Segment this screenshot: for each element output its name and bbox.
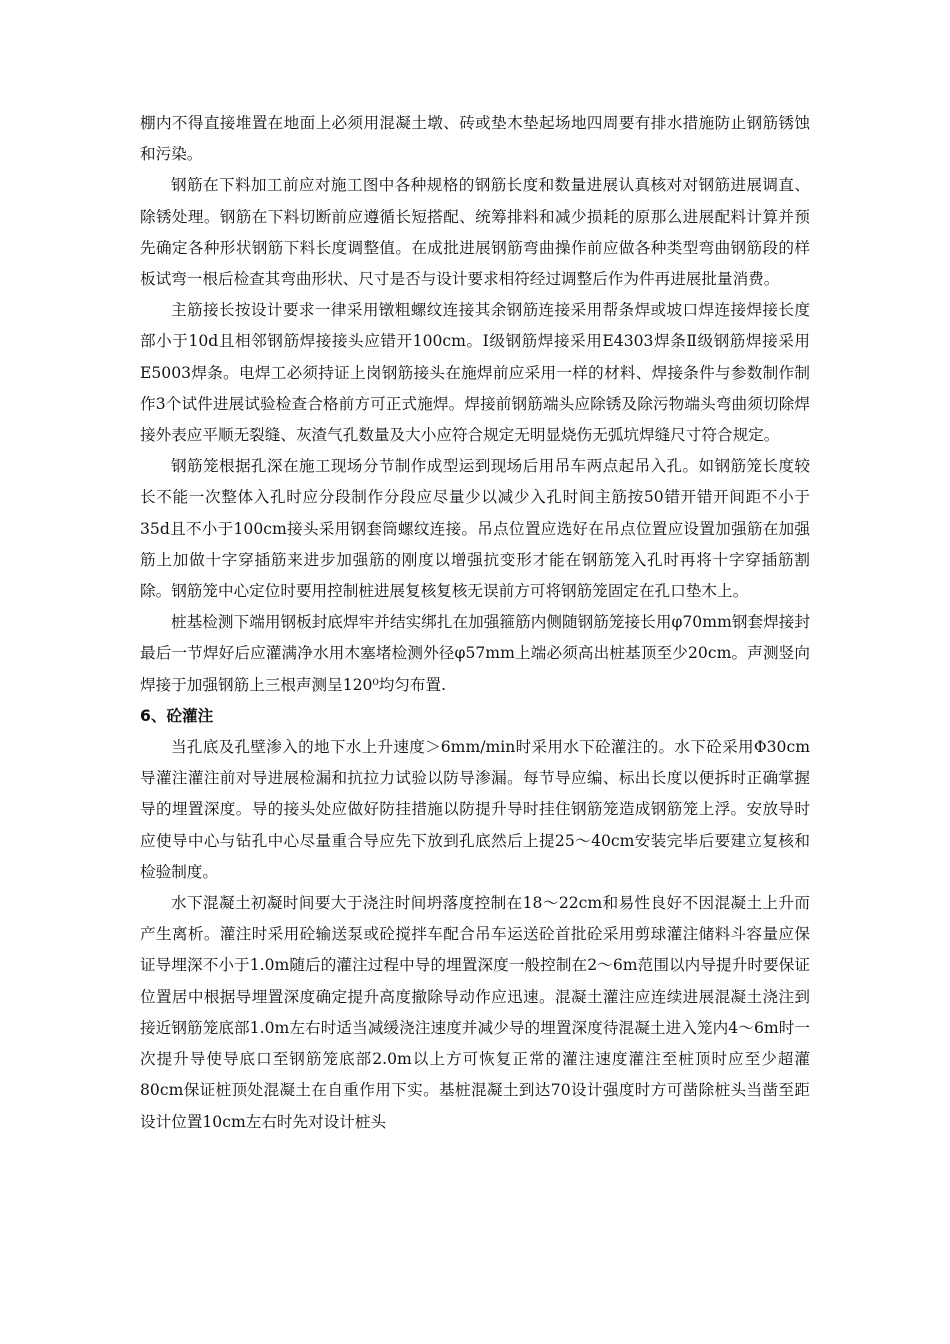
paragraph-underwater-concrete: 水下混凝土初凝时间要大于浇注时间坍落度控制在18～22cm和易性良好不因混凝土上升而产生离析。灌注时采用砼输送泵或砼搅拌车配合吊车运送砼首批砼采用剪球灌注储料斗容量应保证导埋深不小于1.0m随后的灌注过程中导的埋置深度一般控制在2～6m范围以内导提升时要保证位置居中根据导埋置深度确定提升高度撤除导动作应迅速。混凝土灌注应连续进展混凝土浇注到接近钢筋笼底部1.0m左右时适当减缓浇注速度并减少导的埋置深度待混凝土进入笼内4～6m时一次提升导使导底口至钢筋笼底部2.0m以上方可恢复正常的灌注速度灌注至桩顶时应至少超灌80cm保证桩顶处混凝土在自重作用下实。基桩混凝土到达70设计强度时方可凿除桩头当凿至距设计位置10cm左右时先对设计桩头 xyxy=(140,894,810,1131)
paragraph-rebar-processing: 钢筋在下料加工前应对施工图中各种规格的钢筋长度和数量进展认真核对对钢筋进展调直、除锈处理。钢筋在下料切断前应遵循长短搭配、统筹排料和减少损耗的原那么进展配料计算并预先确定各种形状钢筋下料长度调整值。在成批进展钢筋弯曲操作前应做各种类型弯曲钢筋段的样板试弯一根后检查其弯曲形状、尺寸是否与设计要求相符经过调整后作为件再进展批量消费。 xyxy=(140,176,810,289)
section-heading: 6、砼灌注 xyxy=(140,706,214,725)
paragraph-storage: 棚内不得直接堆置在地面上必须用混凝土墩、砖或垫木垫起场地四周要有排水措施防止钢筋锈蚀和污染。 xyxy=(140,114,810,164)
document-body xyxy=(140,108,810,1138)
paragraph-rebar-welding: 主筋接长按设计要求一律采用镦粗螺纹连接其余钢筋连接采用帮条焊或坡口焊连接焊接长度部小于10d且相邻钢筋焊接接头应错开100cm。Ⅰ级钢筋焊接采用E4303焊条Ⅱ级钢筋焊接采用E5003焊条。电焊工必须持证上岗钢筋接头在施焊前应采用一样的材料、焊接条件与参数制作制作3个试件进展试验检查合格前方可正式施焊。焊接前钢筋端头应除锈及除污物端头弯曲须切除焊接外表应平顺无裂缝、灰渣气孔数量及大小应符合规定无明显烧伤无弧坑焊缝尺寸符合规定。 xyxy=(140,301,810,445)
paragraph-concrete-pouring: 当孔底及孔壁渗入的地下水上升速度＞6mm/min时采用水下砼灌注的。水下砼采用Φ30cm导灌注灌注前对导进展检漏和抗拉力试验以防导渗漏。每节导应编、标出长度以便拆时正确掌握导的埋置深度。导的接头处应做好防挂措施以防提升导时挂住钢筋笼造成钢筋笼上浮。安放导时应使导中心与钻孔中心尽量重合导应先下放到孔底然后上提25～40cm安装完毕后要建立复核和检验制度。 xyxy=(140,738,810,881)
paragraph-rebar-cage: 钢筋笼根据孔深在施工现场分节制作成型运到现场后用吊车两点起吊入孔。如钢筋笼长度较长不能一次整体入孔时应分段制作分段应尽量少以减少入孔时间主筋按50错开错开间距不小于35d且不小于100cm接头采用钢套筒螺纹连接。吊点位置应选好在吊点位置应设置加强筋在加强筋上加做十字穿插筋来进步加强筋的刚度以增强抗变形才能在钢筋笼入孔时再将十字穿插筋割除。钢筋笼中心定位时要用控制桩进展复核复核无误前方可将钢筋笼固定在孔口垫木上。 xyxy=(140,457,810,601)
paragraph-pile-testing: 桩基检测下端用钢板封底焊牢并结实绑扎在加强箍筋内侧随钢筋笼接长用φ70mm钢套焊接封最后一节焊好后应灌满净水用木塞堵检测外径φ57mm上端必须高出桩基顶至少20cm。声测竖向焊接于加强钢筋上三根声测呈120⁰均匀布置. xyxy=(140,613,810,694)
